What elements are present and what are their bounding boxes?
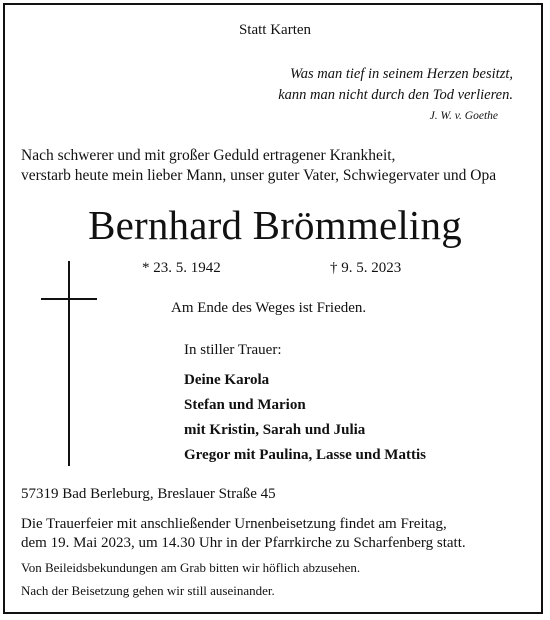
family-list	[184, 368, 426, 468]
deceased-name: Bernhard Brömmeling	[88, 202, 462, 248]
header-text: Statt Karten	[238, 22, 312, 38]
cross-icon-bar	[41, 298, 97, 300]
funeral-info	[21, 515, 466, 553]
death-date: † 9. 5. 2023	[330, 260, 402, 276]
family-member: Deine Karola	[184, 372, 270, 388]
quote	[278, 64, 513, 106]
funeral-line: dem 19. Mai 2023, um 14.30 Uhr in der Pfarrkirche zu Scharfenberg statt.	[21, 535, 466, 551]
intro-text	[21, 146, 496, 186]
birth-date: * 23. 5. 1942	[142, 260, 221, 276]
address: 57319 Bad Berleburg, Breslauer Straße 45	[21, 486, 276, 502]
note-condolences: Von Beileidsbekundungen am Grab bitten wir höflich abzusehen.	[21, 560, 361, 575]
cross-icon	[68, 261, 70, 466]
family-member: mit Kristin, Sarah und Julia	[184, 422, 366, 438]
note-burial: Nach der Beisetzung gehen wir still auseinander.	[21, 583, 275, 598]
quote-author: J. W. v. Goethe	[429, 110, 498, 122]
funeral-line: Die Trauerfeier mit anschließender Urnenbeisetzung findet am Freitag,	[21, 516, 447, 532]
family-member: Gregor mit Paulina, Lasse und Mattis	[184, 447, 426, 463]
intro-line: Nach schwerer und mit großer Geduld ertragener Krankheit,	[21, 147, 396, 164]
quote-line: kann man nicht durch den Tod verlieren.	[278, 87, 513, 103]
mourning-label: In stiller Trauer:	[184, 342, 282, 358]
quote-line: Was man tief in seinem Herzen besitzt,	[290, 66, 513, 82]
family-member: Stefan und Marion	[184, 397, 306, 413]
motto: Am Ende des Weges ist Frieden.	[171, 300, 367, 316]
intro-line: verstarb heute mein lieber Mann, unser guter Vater, Schwiegervater und Opa	[21, 167, 497, 184]
